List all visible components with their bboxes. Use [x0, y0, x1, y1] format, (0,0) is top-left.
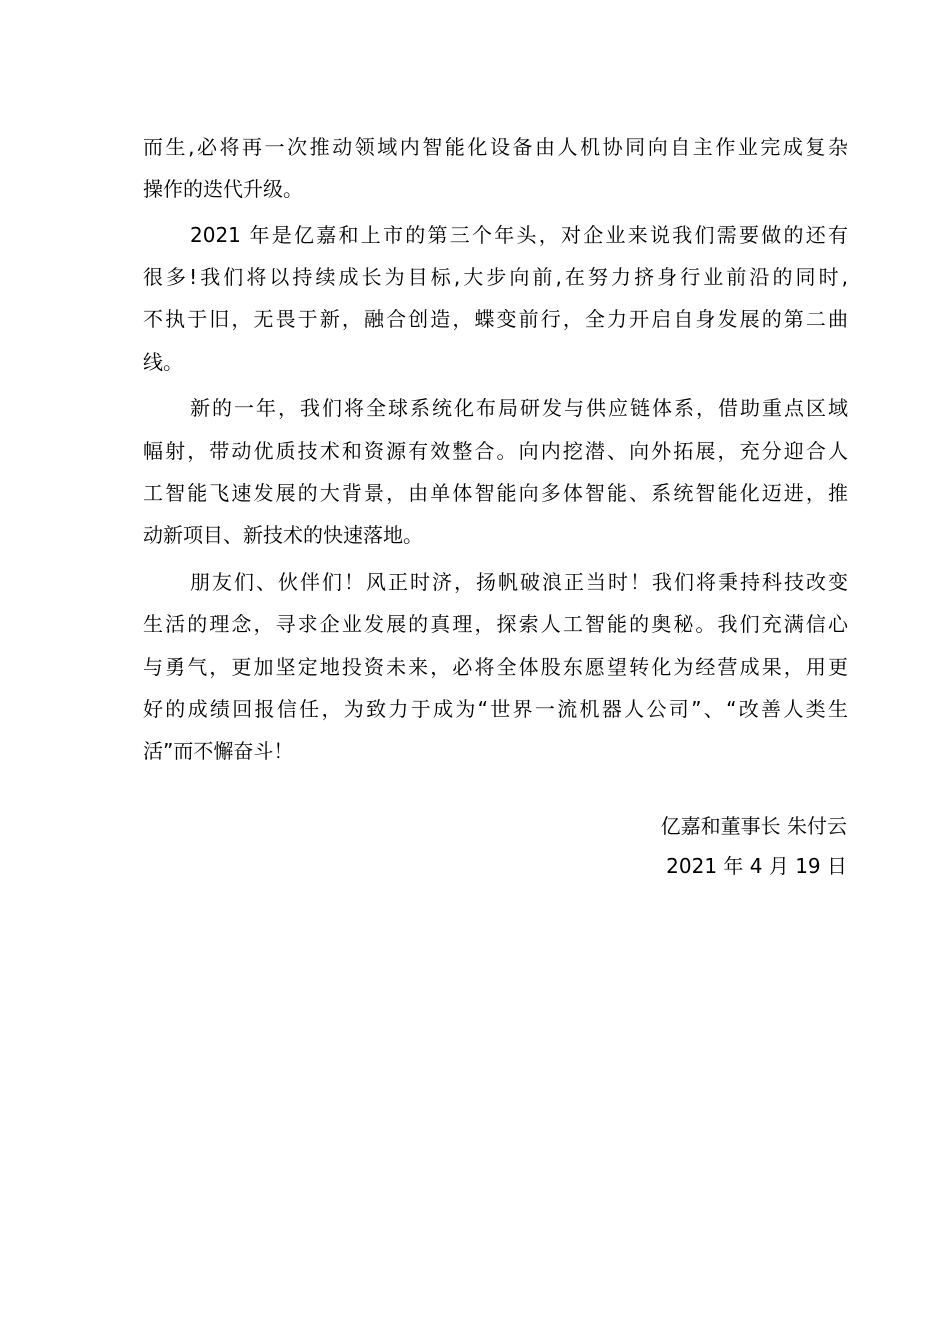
paragraph-2-line-4: 线。: [143, 350, 183, 374]
signature-author: 亿嘉和董事长 朱付云: [660, 814, 847, 838]
paragraph-1-line-1: 而生,必将再一次推动领域内智能化设备由人机协同向自主作业完成复杂: [143, 135, 848, 159]
paragraph-2-line-3: 不执于旧，无畏于新，融合创造，蝶变前行，全力开启自身发展的第二曲: [143, 307, 848, 331]
paragraph-3-line-1: 新的一年，我们将全球系统化布局研发与供应链体系，借助重点区域: [190, 396, 848, 420]
paragraph-4-line-5: 活”而不懈奋斗！: [143, 739, 294, 763]
paragraph-4-line-1: 朋友们、伙伴们！风正时济，扬帆破浪正当时！我们将秉持科技改变: [190, 570, 848, 594]
paragraph-1-line-2: 操作的迭代升级。: [143, 177, 303, 201]
paragraph-4-line-2: 生活的理念，寻求企业发展的真理，探索人工智能的奥秘。我们充满信心: [143, 612, 848, 636]
paragraph-3-line-2: 幅射，带动优质技术和资源有效整合。向内挖潜、向外拓展，充分迎合人: [143, 439, 848, 463]
paragraph-3-line-4: 动新项目、新技术的快速落地。: [143, 523, 423, 547]
paragraph-2-line-2: 很多!我们将以持续成长为目标,大步向前,在努力挤身行业前沿的同时,: [143, 265, 848, 289]
paragraph-2-line-1: 2021 年是亿嘉和上市的第三个年头，对企业来说我们需要做的还有: [190, 223, 848, 247]
paragraph-3-line-3: 工智能飞速发展的大背景，由单体智能向多体智能、系统智能化迈进，推: [143, 481, 848, 505]
signature-date: 2021 年 4 月 19 日: [666, 854, 847, 878]
paragraph-4-line-4: 好的成绩回报信任，为致力于成为“世界一流机器人公司”、“改善人类生: [143, 697, 848, 721]
paragraph-4-line-3: 与勇气，更加坚定地投资未来，必将全体股东愿望转化为经营成果，用更: [143, 655, 848, 679]
